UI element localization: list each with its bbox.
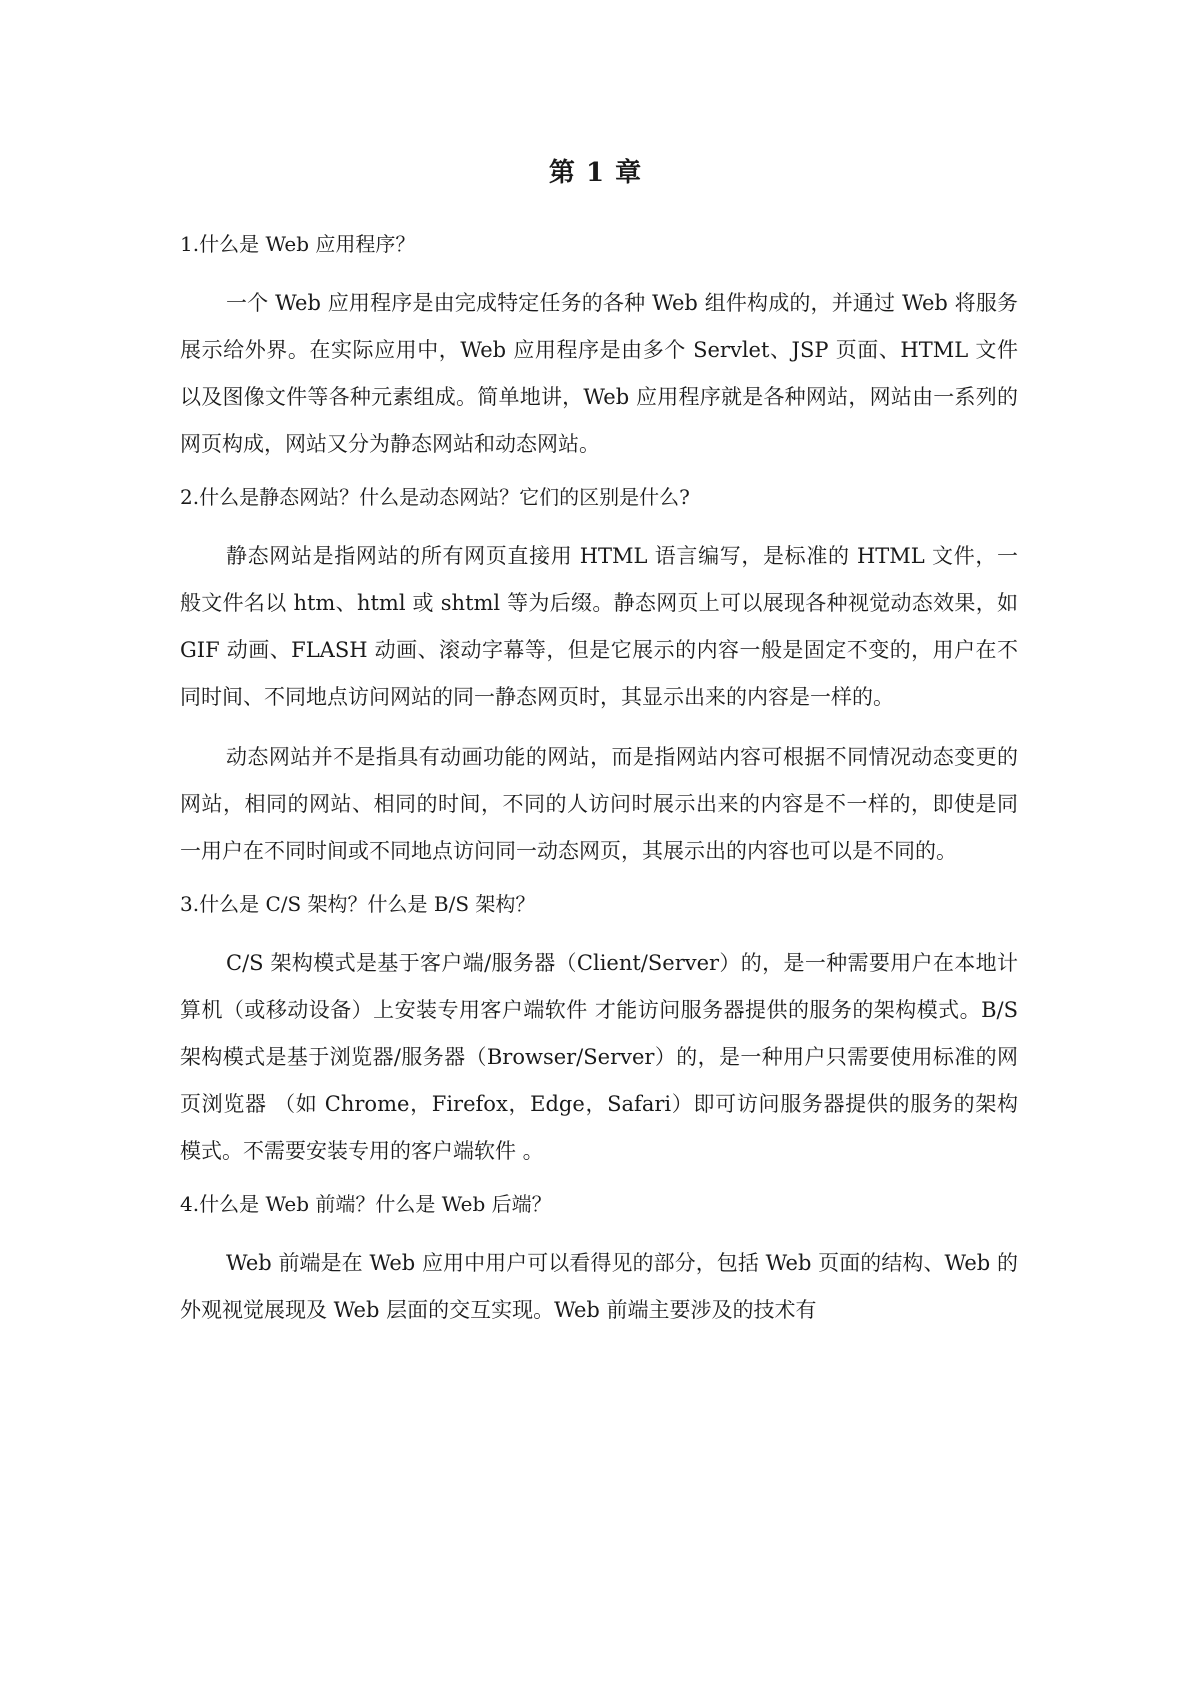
answer-2-paragraph-1: 静态网站是指网站的所有网页直接用 HTML 语言编写，是标准的 HTML 文件，一般文件名以 htm、html 或 shtml 等为后缀。静态网页上可以展现各种视觉动态效果，如 GIF 动画、FLASH 动画、滚动字幕等，但是它展示的内容一般是固定不变的，用户在不同时间、不同地点访问网站的同一静态网页时，其显示出来的内容是一样的。 [180,544,1018,709]
answer-4-paragraph-1: Web 前端是在 Web 应用中用户可以看得见的部分，包括 Web 页面的结构、Web 的外观视觉展现及 Web 层面的交互实现。Web 前端主要涉及的技术有 [180,1251,1018,1322]
answer-3-paragraph-1: C/S 架构模式是基于客户端/服务器（Client/Server）的，是一种需要用户在本地计算机（或移动设备）上安装专用客户端软件 才能访问服务器提供的服务的架构模式。B/S 架构模式是基于浏览器/服务器（Browser/Server）的，是一种用户只需要使用标准的网页浏览器 （如 Chrome，Firefox，Edge，Safari）即可访问服务器提供的服务的架构模式。不需要安装专用的客户端软件 。 [180,951,1018,1163]
answer-2-paragraph-2: 动态网站并不是指具有动画功能的网站，而是指网站内容可根据不同情况动态变更的网站，相同的网站、相同的时间，不同的人访问时展示出来的内容是不一样的，即使是同一用户在不同时间或不同地点访问同一动态网页，其展示出的内容也可以是不同的。 [180,745,1018,863]
answer-1-paragraph-1: 一个 Web 应用程序是由完成特定任务的各种 Web 组件构成的，并通过 Web 将服务展示给外界。在实际应用中，Web 应用程序是由多个 Servlet、JSP 页面、HTML 文件以及图像文件等各种元素组成。简单地讲，Web 应用程序就是各种网站，网站由一系列的网页构成，网站又分为静态网站和动态网站。 [180,291,1018,456]
question-4: 4.什么是 Web 前端？什么是 Web 后端？ [180,1192,552,1216]
question-3: 3.什么是 C/S 架构？什么是 B/S 架构？ [180,892,536,916]
question-1: 1.什么是 Web 应用程序？ [180,232,416,256]
chapter-title: 第 1 章 [548,158,643,188]
document-body [180,228,1018,1347]
question-2: 2.什么是静态网站？什么是动态网站？它们的区别是什么? [180,485,690,509]
